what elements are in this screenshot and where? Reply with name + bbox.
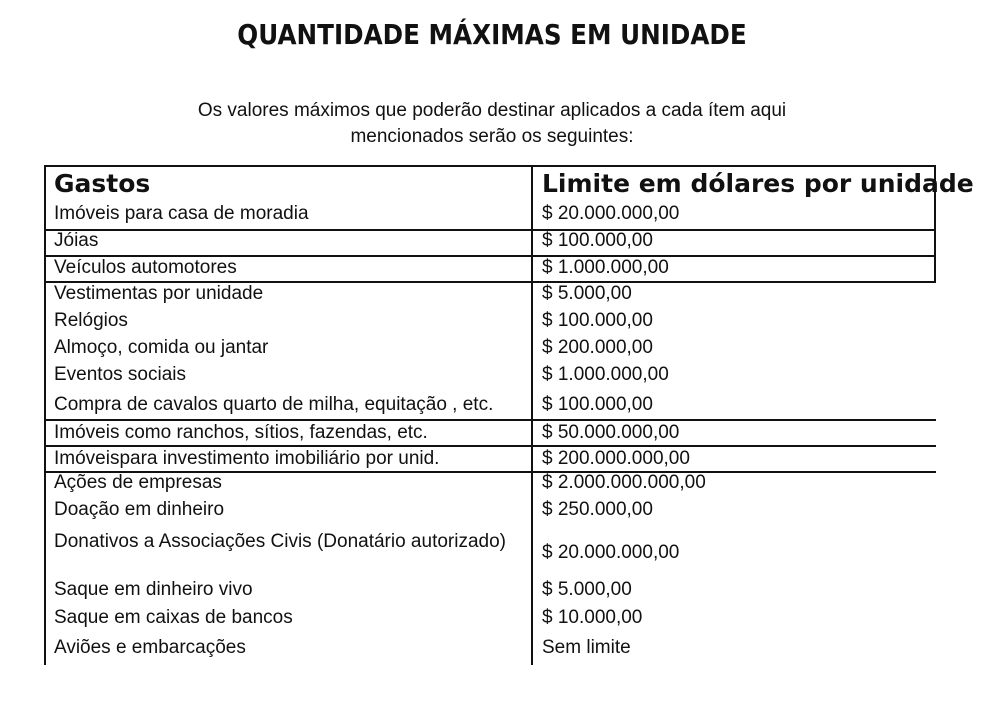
row-limit: $ 100.000,00 [542,310,653,331]
row-item: Imóveis para casa de moradia [54,203,309,224]
row-divider [44,229,936,231]
row-limit: $ 1.000.000,00 [542,364,669,385]
row-item: Relógios [54,310,128,331]
row-limit: $ 200.000,00 [542,337,653,358]
row-divider [44,419,936,421]
header-gastos: Gastos [54,169,151,198]
header-limite: Limite em dólares por unidade [542,169,974,198]
intro-line-2: mencionados serão os seguintes: [350,126,634,147]
intro-text [0,98,984,150]
table-border-top [44,165,936,167]
row-limit: $ 2.000.000.000,00 [542,472,706,493]
row-item: Imóveis como ranchos, sítios, fazendas, etc. [54,422,428,443]
row-item: Doação em dinheiro [54,499,225,520]
row-limit: $ 10.000,00 [542,607,643,628]
limits-table [44,165,974,665]
row-limit: $ 200.000.000,00 [542,448,690,469]
row-limit: Sem limite [542,637,631,658]
row-item: Veículos automotores [54,257,237,278]
row-limit: $ 100.000,00 [542,230,653,251]
page-title: QUANTIDADE MÁXIMAS EM UNIDADE [237,18,747,51]
row-limit: $ 250.000,00 [542,499,653,520]
row-item: Almoço, comida ou jantar [54,337,269,358]
row-item: Saque em caixas de bancos [54,607,293,628]
row-item: Aviões e embarcações [54,637,246,658]
row-limit: $ 5.000,00 [542,579,632,600]
row-item: Compra de cavalos quarto de milha, equitação , etc. [54,394,494,415]
row-item: Eventos sociais [54,364,187,385]
table-border-left [44,165,46,665]
row-limit: $ 100.000,00 [542,394,653,415]
row-limit: $ 20.000.000,00 [542,203,680,224]
intro-line-1: Os valores máximos que poderão destinar aplicados a cada ítem aqui [197,100,787,121]
row-item: Donativos a Associações Civis (Donatário autorizado) [54,531,506,552]
row-limit: $ 5.000,00 [542,283,632,304]
row-divider [44,445,936,447]
row-item: Ações de empresas [54,472,222,493]
row-limit: $ 20.000.000,00 [542,542,680,563]
table-column-divider [531,165,533,665]
row-item: Jóias [54,230,99,251]
row-item: Imóveispara investimento imobiliário por unid. [54,448,440,469]
row-item: Vestimentas por unidade [54,283,264,304]
row-limit: $ 1.000.000,00 [542,257,669,278]
row-item: Saque em dinheiro vivo [54,579,253,600]
row-limit: $ 50.000.000,00 [542,422,680,443]
